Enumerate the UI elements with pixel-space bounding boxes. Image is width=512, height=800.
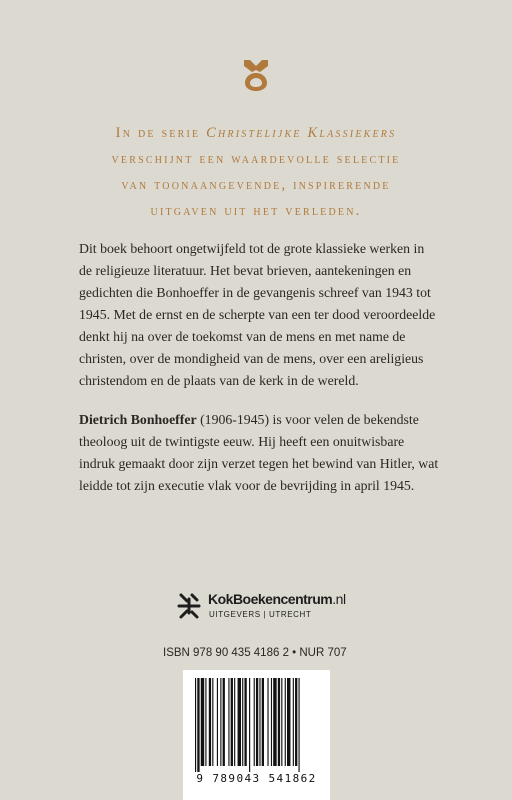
- publisher-subline: UITGEVERS | UTRECHT: [209, 610, 312, 619]
- barcode-bar: [228, 678, 229, 766]
- barcode-bar: [271, 678, 272, 766]
- isbn-nur: ISBN 978 90 435 4186 2 • NUR 707: [163, 647, 347, 659]
- barcode-bar: [195, 678, 196, 772]
- book-description: Dit boek behoort ongetwijfeld tot de grote klassieke werken in de religieuze literatuur. Het bevat brieven, aantekeningen en gedichten die Bonhoeffer in de gevangenis schreef van 1943 tot 1945. Met de ernst en de scherpte van een ter dood veroordeelde denkt hij na over de toekomst van de mens en met name de christen, over de mondigheid van de mens, over een areligieus christendom en de plaats van de kerk in de wereld.: [79, 241, 436, 388]
- barcode-bar: [201, 678, 204, 766]
- series-line-2: verschijnt een waardevolle selectie: [111, 151, 401, 167]
- series-name: Christelijke Klassiekers: [206, 125, 397, 141]
- barcode-bar: [242, 678, 243, 766]
- barcode-bar: [223, 678, 225, 766]
- barcode-bar: [278, 678, 280, 766]
- publisher-name: KokBoekencentrum.nl: [208, 591, 346, 607]
- series-line-1: In de serie Christelijke Klassiekers: [115, 125, 397, 141]
- series-line-4: uitgaven uit het verleden.: [150, 203, 362, 219]
- kok-boekencentrum-logo-icon: [176, 591, 202, 621]
- barcode-bar: [231, 678, 233, 766]
- barcode-number: 9 789043 541862: [196, 772, 317, 785]
- barcode-bar: [254, 678, 255, 766]
- barcode-bar: [281, 678, 282, 766]
- barcode-bar: [249, 678, 250, 772]
- barcode-bar: [220, 678, 221, 766]
- series-statement: [60, 120, 452, 224]
- barcode: [183, 670, 330, 800]
- series-logo-icon: [243, 58, 269, 92]
- barcode-bar: [256, 678, 258, 766]
- barcode-bar: [273, 678, 276, 766]
- barcode-bar: [293, 678, 294, 766]
- barcode-bar: [267, 678, 268, 766]
- barcode-bar: [299, 678, 300, 772]
- author-bio-text: (1906-1945) is voor velen de bekendste theoloog uit de twintigste eeuw. Hij heeft een onuitwisbare indruk gemaakt door zijn verzet tegen het bewind van Hitler, wat leidde tot zijn executie vlak voor de bevrijding in april 1945.: [79, 412, 439, 493]
- barcode-bar: [209, 678, 211, 766]
- barcode-bar: [205, 678, 206, 766]
- barcode-bar: [217, 678, 218, 766]
- barcode-bar: [295, 678, 297, 766]
- barcode-bar: [212, 678, 213, 766]
- barcode-bar: [238, 678, 241, 766]
- series-line-3: van toonaangevende, inspirerende: [121, 177, 391, 193]
- author-bio: [79, 409, 439, 497]
- barcode-bars: [193, 678, 320, 772]
- author-name: Dietrich Bonhoeffer: [79, 412, 197, 427]
- barcode-bar: [259, 678, 260, 766]
- barcode-bar: [244, 678, 246, 766]
- barcode-bar: [262, 678, 264, 766]
- barcode-bar: [285, 678, 286, 766]
- publisher-logo: [176, 589, 376, 625]
- barcode-bar: [287, 678, 290, 766]
- barcode-bar: [234, 678, 235, 766]
- barcode-bar: [197, 678, 199, 772]
